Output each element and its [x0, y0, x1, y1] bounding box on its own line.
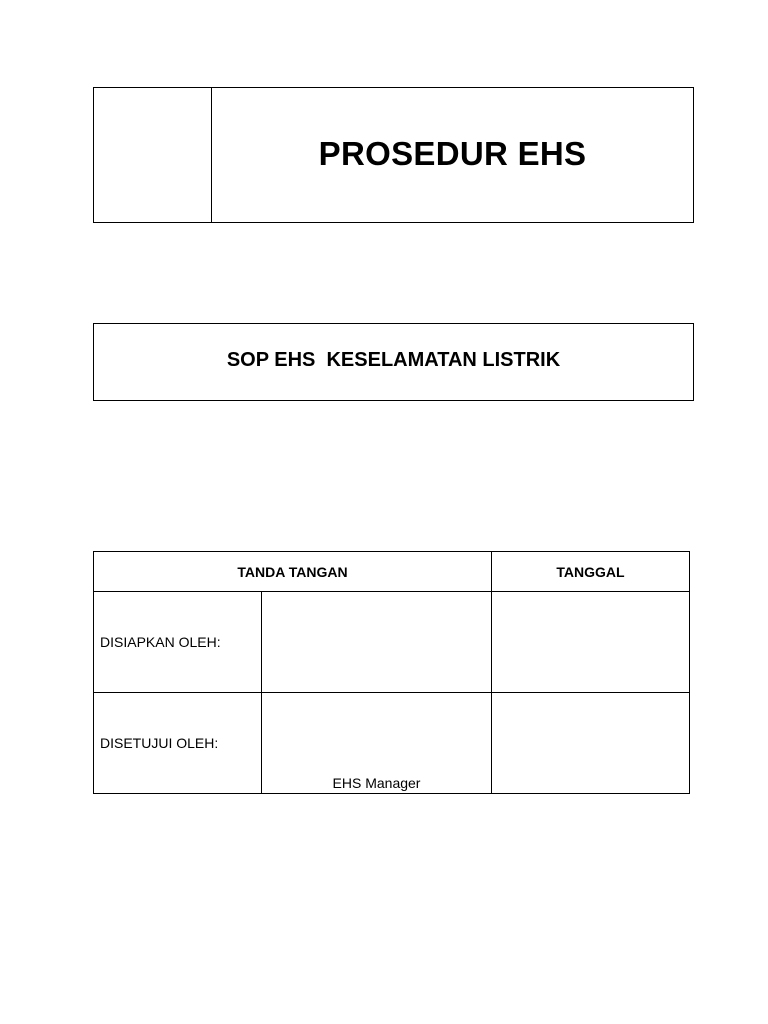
approved-by-signer: EHS Manager [332, 775, 421, 791]
signature-header: TANDA TANGAN [94, 552, 492, 592]
prepared-by-label: DISIAPKAN OLEH: [94, 592, 262, 693]
header-box [93, 87, 694, 223]
logo-cell [94, 88, 212, 222]
sop-title-box [93, 323, 694, 401]
table-row [94, 693, 690, 794]
prepared-by-date-cell [492, 592, 690, 693]
header-title-cell [212, 88, 693, 222]
prepared-by-signature-cell [262, 592, 492, 693]
approved-by-date-cell [492, 693, 690, 794]
document-title: PROSEDUR EHS [318, 134, 587, 172]
date-header: TANGGAL [492, 552, 690, 592]
approved-by-label: DISETUJUI OLEH: [94, 693, 262, 794]
approved-by-signature-cell [262, 693, 492, 794]
signature-table [93, 551, 690, 794]
table-row [94, 592, 690, 693]
sop-title: SOP EHS KESELAMATAN LISTRIK [226, 349, 561, 371]
signature-table-header-row [94, 552, 690, 592]
